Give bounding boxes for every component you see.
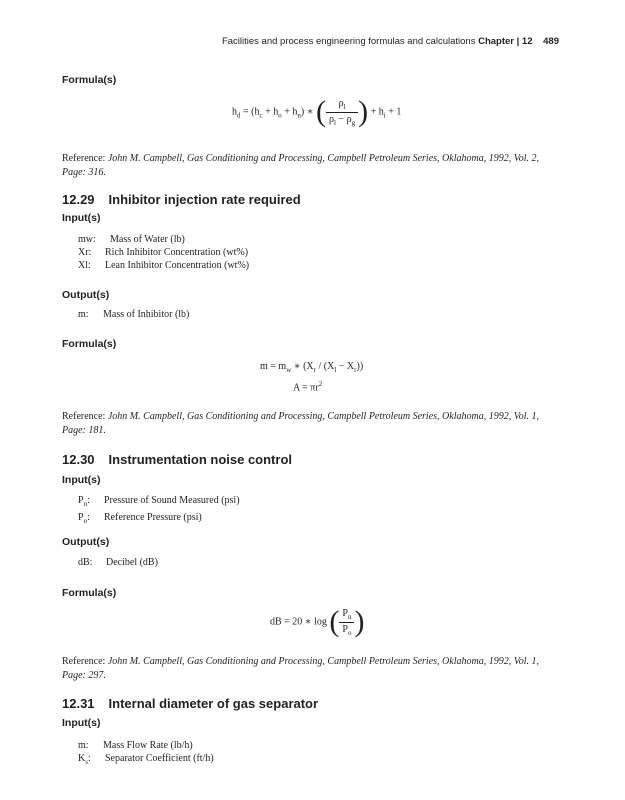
pressure-ratio-fraction: $\frac{P_n}{P_o}$ — [339, 608, 354, 637]
list-item: m: Mass of Inhibitor (lb) — [78, 309, 190, 320]
list-item: mw: Mass of Water (lb) — [78, 234, 185, 245]
list-item: $P_o$: Reference Pressure (psi) — [78, 512, 202, 525]
output-heading: Output(s) — [62, 536, 110, 548]
density-fraction: $\frac{\rho_l}{\rho_l - \rho_g}$ — [326, 98, 358, 127]
input-heading: Input(s) — [62, 717, 101, 729]
inhibitor-mass-formula: $m = m_w$ ∗ $(X_r / (X_l - X_r))$ — [260, 361, 364, 374]
input-heading: Input(s) — [62, 212, 101, 224]
list-item: m: Mass Flow Rate (lb/h) — [78, 740, 193, 751]
running-head-chapter: Chapter | 12 — [478, 36, 533, 47]
formula-heading: Formula(s) — [62, 74, 117, 86]
list-item: $K_s$: Separator Coefficient (ft/h) — [78, 753, 214, 766]
input-heading: Input(s) — [62, 474, 101, 486]
input-list — [78, 739, 214, 769]
list-item: dB: Decibel (dB) — [78, 557, 158, 568]
output-list — [78, 556, 158, 569]
decibel-formula: dB = 20 ∗ log ( $\frac{P_n}{P_o}$ ) — [270, 605, 365, 638]
output-list — [78, 308, 189, 321]
section-heading-12-31: 12.31 Internal diameter of gas separator — [62, 696, 319, 711]
output-heading: Output(s) — [62, 289, 110, 301]
list-item: Xl: Lean Inhibitor Concentration (wt%) — [78, 260, 250, 271]
list-item: Xr: Rich Inhibitor Concentration (wt%) — [78, 247, 249, 258]
reference: Reference: John M. Campbell, Gas Conditioning and Processing, Campbell Petroleum Series, Oklahoma, 1992, Vol. 1, Page: 181. — [62, 411, 539, 436]
formula-heading: Formula(s) — [62, 338, 117, 350]
input-list — [78, 494, 240, 528]
section-heading-12-29: 12.29 Inhibitor injection rate required — [62, 192, 301, 207]
running-head — [222, 36, 559, 47]
input-list — [78, 233, 249, 272]
running-head-title: Facilities and process engineering formulas and calculations — [221, 36, 476, 47]
reference: Reference: John M. Campbell, Gas Conditioning and Processing, Campbell Petroleum Series, Oklahoma, 1992, Vol. 2, Page: 316. — [62, 153, 539, 178]
section-heading-12-30: 12.30 Instrumentation noise control — [62, 452, 293, 467]
list-item: $P_n$: Pressure of Sound Measured (psi) — [78, 495, 240, 508]
hydrate-formula: $h_d = (h_c + h_o + h_n)$ ∗ ( $\frac{\rho_l}{\rho_l - \rho_g}$ ) + $h_i + 1$ — [232, 95, 402, 128]
area-formula: $A = \pi r^2$ — [293, 380, 323, 394]
reference: Reference: John M. Campbell, Gas Conditioning and Processing, Campbell Petroleum Series, Oklahoma, 1992, Vol. 1, Page: 297. — [62, 656, 539, 681]
formula-heading: Formula(s) — [62, 587, 117, 599]
page-number: 489 — [543, 36, 559, 47]
